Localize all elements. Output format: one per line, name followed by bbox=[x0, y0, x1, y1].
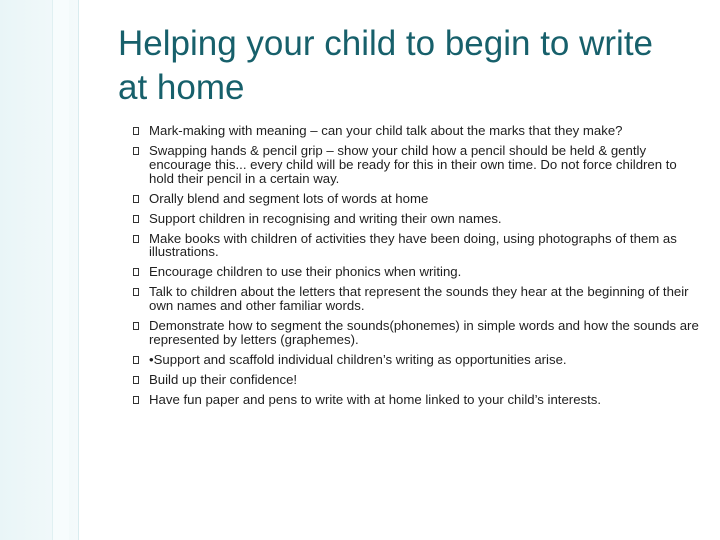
square-bullet-icon bbox=[133, 396, 139, 404]
slide-title: Helping your child to begin to write at home bbox=[118, 24, 654, 107]
square-bullet-icon bbox=[133, 127, 139, 135]
bullet-item bbox=[140, 124, 700, 138]
bullet-text: Make books with children of activities they have been doing, using photographs of them as illustrations. bbox=[149, 230, 677, 260]
bullet-item bbox=[140, 232, 700, 260]
square-bullet-icon bbox=[133, 322, 139, 330]
bullet-text: Support children in recognising and writing their own names. bbox=[149, 210, 502, 226]
bullet-text: Swapping hands & pencil grip – show your child how a pencil should be held & gently encourage this... every child will be ready for this in their own time. Do not force children to hold their pencil in a certain way. bbox=[149, 142, 677, 186]
bullet-text: Mark-making with meaning – can your child talk about the marks that they make? bbox=[149, 123, 623, 138]
bullet-text: Talk to children about the letters that represent the sounds they hear at the beginning of their own names and other familiar words. bbox=[149, 284, 689, 314]
bullet-list bbox=[140, 124, 700, 413]
bullet-text: Orally blend and segment lots of words at home bbox=[149, 190, 429, 206]
bullet-item bbox=[140, 319, 700, 347]
bullet-text: •Support and scaffold individual children’s writing as opportunities arise. bbox=[149, 351, 567, 367]
square-bullet-icon bbox=[133, 376, 139, 384]
bullet-item bbox=[140, 265, 700, 279]
bullet-text: Have fun paper and pens to write with at home linked to your child’s interests. bbox=[149, 391, 602, 407]
square-bullet-icon bbox=[133, 215, 139, 223]
bullet-item bbox=[140, 212, 700, 226]
bullet-item bbox=[140, 373, 700, 387]
bullet-text: Build up their confidence! bbox=[149, 371, 298, 387]
bullet-item bbox=[140, 285, 700, 313]
bullet-item bbox=[140, 353, 700, 367]
bullet-text: Encourage children to use their phonics when writing. bbox=[149, 264, 462, 280]
square-bullet-icon bbox=[133, 147, 139, 155]
square-bullet-icon bbox=[133, 235, 139, 243]
square-bullet-icon bbox=[133, 195, 139, 203]
left-decorative-strip bbox=[52, 0, 69, 540]
square-bullet-icon bbox=[133, 268, 139, 276]
bullet-item bbox=[140, 393, 700, 407]
bullet-item bbox=[140, 144, 700, 185]
bullet-item bbox=[140, 192, 700, 206]
left-decorative-panel bbox=[0, 0, 79, 540]
square-bullet-icon bbox=[133, 356, 139, 364]
square-bullet-icon bbox=[133, 288, 139, 296]
bullet-text: Demonstrate how to segment the sounds(phonemes) in simple words and how the sounds are represented by letters (graphemes). bbox=[149, 318, 699, 347]
